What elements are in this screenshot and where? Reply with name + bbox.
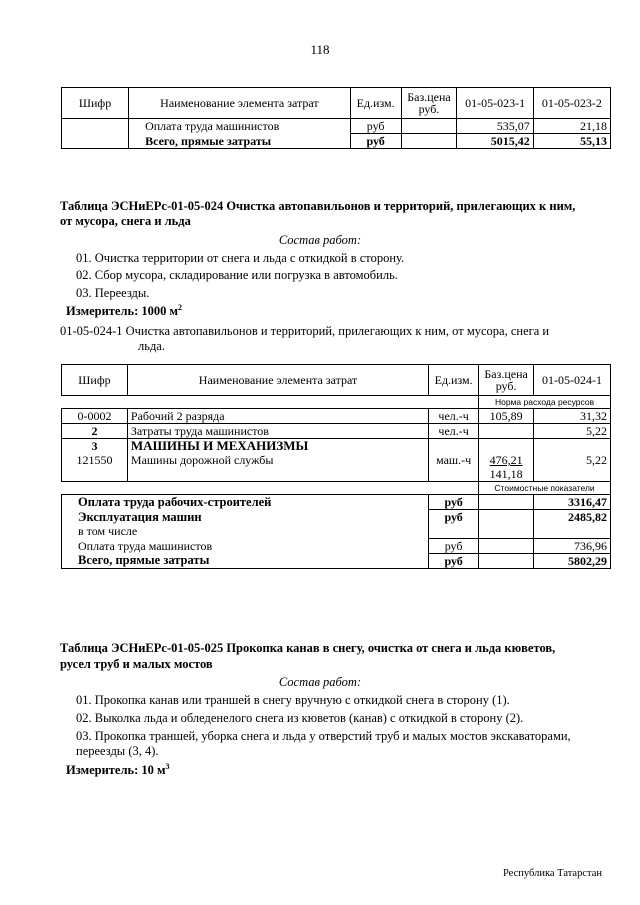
footer-region: Республика Татарстан [502,868,602,879]
section-title: Таблица ЭСНиЕРс-01-05-024 Очистка автопавильонов и территорий, прилегающих к ним, [60,199,576,213]
row-name: Рабочий 2 разряда [127,409,428,424]
row-price-secondary: 141,18 [489,467,523,481]
section-title-cont: от мусора, снега и льда [60,214,191,228]
row-price: 105,89 [479,409,534,424]
resource-code-line-cont: льда. [138,339,165,353]
row-unit: маш.-ч [429,453,479,482]
row-code: 3 [62,439,128,454]
table-01-05-024 [61,364,611,569]
table-header-row [62,365,611,396]
header-col-1: 01-05-024-1 [534,365,611,396]
row-value-2: 21,18 [533,119,610,134]
header-col-2: 01-05-023-2 [533,88,610,119]
cost-name: в том числе [62,524,429,538]
cost-unit: руб [429,553,479,568]
row-name: Оплата труда машинистов [129,119,351,134]
cost-unit: руб [429,538,479,553]
row-value-2: 55,13 [533,134,610,149]
section-title-cont: русел труб и малых мостов [60,657,213,671]
work-item: 03. Переезды. [76,286,150,300]
table-row [62,409,611,424]
row-name: МАШИНЫ И МЕХАНИЗМЫ [127,439,428,454]
row-price: 476,21 [489,453,523,467]
row-value: 5,22 [534,424,611,439]
work-item: 01. Очистка территории от снега и льда с откидкой в сторону. [76,251,405,265]
works-heading: Состав работ: [278,675,362,689]
row-code: 0-0002 [62,409,128,424]
table-01-05-023 [61,87,611,149]
work-item: 01. Прокопка канав или траншей в снегу вручную с откидкой снега в сторону (1). [76,693,510,707]
row-code: 2 [62,424,128,439]
table-row [62,453,611,482]
row-value-1: 5015,42 [457,134,533,149]
row-name: Всего, прямые затраты [129,134,351,149]
header-price: Баз.цена руб. [479,365,534,396]
norm-label-row [62,396,611,409]
row-unit: руб [350,119,401,134]
header-col-1: 01-05-023-1 [457,88,533,119]
cost-name: Всего, прямые затраты [62,553,429,568]
row-name: Затраты труда машинистов [127,424,428,439]
table-row [62,439,611,454]
page-number: 118 [310,42,330,57]
works-heading: Состав работ: [278,233,362,247]
work-item: 02. Выколка льда и обледенелого снега из кюветов (канав) с откидкой в сторону (2). [76,711,524,725]
work-item: 03. Прокопка траншей, уборка снега и льда у отверстий труб и малых мостов экскаваторами, [76,729,571,743]
section-title: Таблица ЭСНиЕРс-01-05-025 Прокопка канав в снегу, очистка от снега и льда кюветов, [60,641,556,655]
header-unit: Ед.изм. [429,365,479,396]
cost-row [62,524,611,538]
cost-name: Оплата труда машинистов [62,538,429,553]
table-row [62,134,611,149]
row-value: 31,32 [534,409,611,424]
measure-unit: Измеритель: 1000 $м^2$ [66,302,183,318]
row-price [479,424,534,439]
cost-value: 2485,82 [534,510,611,525]
row-unit: руб [350,134,401,149]
cost-row [62,510,611,525]
cost-row [62,495,611,510]
cost-row [62,553,611,568]
cost-label-row [62,482,611,495]
row-code: 121550 [62,453,128,482]
cost-label: Стоимостные показатели [479,482,611,495]
row-value: 5,22 [534,453,611,482]
cost-unit: руб [429,495,479,510]
work-item: 02. Сбор мусора, складирование или погрузка в автомобиль. [76,268,398,282]
table-row [62,119,611,134]
header-code: Шифр [62,365,128,396]
row-unit: чел.-ч [429,424,479,439]
header-code: Шифр [62,88,129,119]
cost-name: Эксплуатация машин [62,510,429,525]
header-name: Наименование элемента затрат [127,365,428,396]
row-value-1: 535,07 [457,119,533,134]
row-name: Машины дорожной службы [127,453,428,482]
resource-code-line: 01-05-024-1 Очистка автопавильонов и территорий, прилегающих к ним, от мусора, снега и [60,324,550,338]
header-price: Баз.цена руб. [401,88,457,119]
cost-name: Оплата труда рабочих-строителей [62,495,429,510]
measure-unit: Измеритель: 10 $м^3$ [66,761,170,777]
cost-value: 5802,29 [534,553,611,568]
work-item-cont: переезды (3, 4). [76,744,159,758]
cost-row [62,538,611,553]
row-unit: чел.-ч [429,409,479,424]
header-name: Наименование элемента затрат [129,88,351,119]
cost-value: 3316,47 [534,495,611,510]
table-header-row [62,88,611,119]
table-row [62,424,611,439]
cost-unit: руб [429,510,479,525]
header-unit: Ед.изм. [350,88,401,119]
norm-label: Норма расхода ресурсов [479,396,611,409]
cost-value: 736,96 [534,538,611,553]
